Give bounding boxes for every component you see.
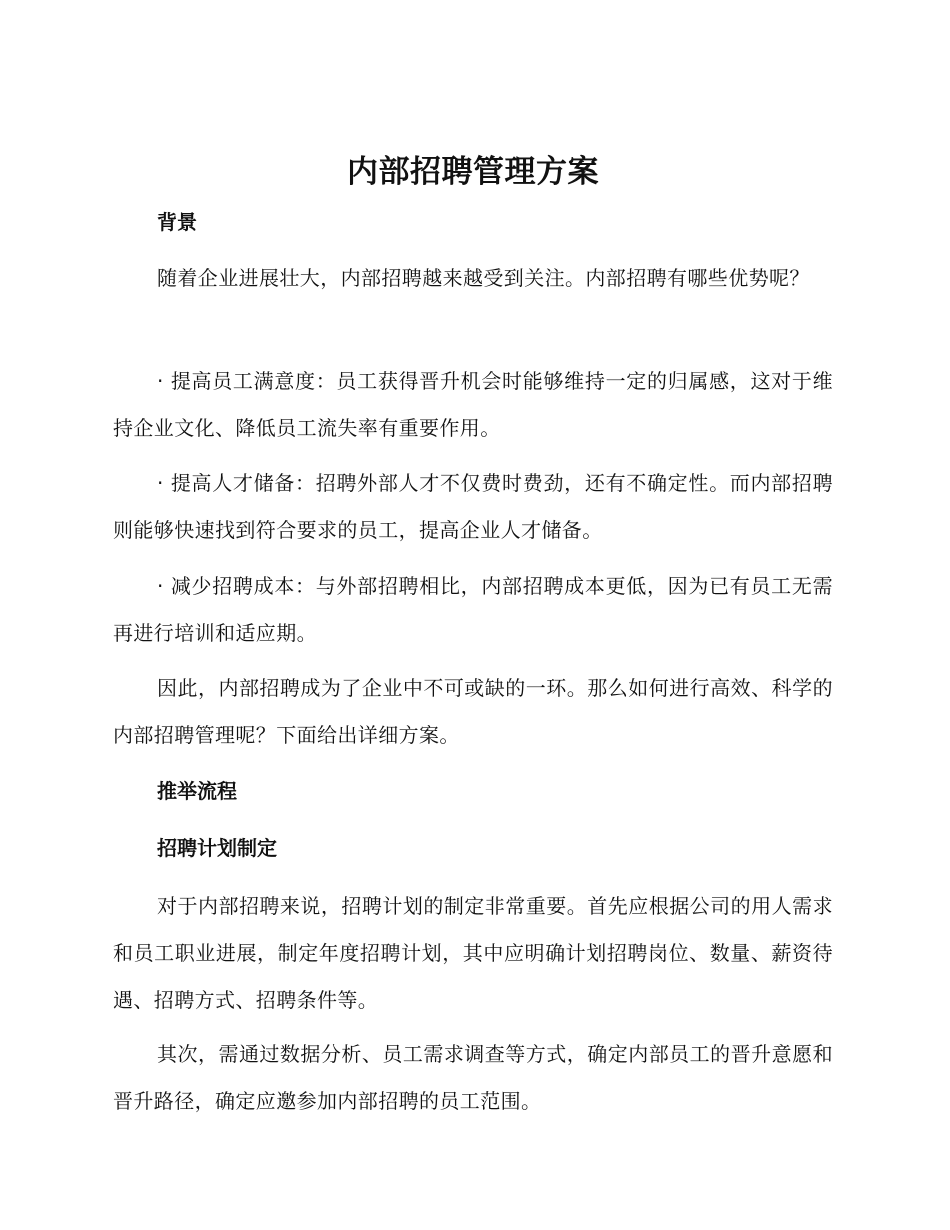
document-title: 内部招聘管理方案: [347, 154, 599, 190]
paragraph-conclusion: 因此，内部招聘成为了企业中不可或缺的一环。那么如何进行高效、科学的内部招聘管理呢？下面给出详细方案。: [113, 676, 833, 747]
paragraph-bullet-talent-reserve: · 提高人才储备：招聘外部人才不仅费时费劲，还有不确定性。而内部招聘则能够快速找到符合要求的员工，提高企业人才储备。: [113, 471, 833, 542]
paragraph-bullet-cost: · 减少招聘成本：与外部招聘相比，内部招聘成本更低，因为已有员工无需再进行培训和适应期。: [113, 574, 833, 645]
section-heading-background: 背景: [157, 210, 197, 234]
paragraph-bullet-satisfaction: · 提高员工满意度：员工获得晋升机会时能够维持一定的归属感，这对于维持企业文化、降低员工流失率有重要作用。: [113, 369, 833, 440]
paragraph-plan-2: 其次，需通过数据分析、员工需求调查等方式，确定内部员工的晋升意愿和晋升路径，确定应邀参加内部招聘的员工范围。: [113, 1042, 833, 1113]
section-heading-plan: 招聘计划制定: [157, 836, 277, 860]
section-heading-process: 推举流程: [157, 779, 237, 803]
paragraph-plan-1: 对于内部招聘来说，招聘计划的制定非常重要。首先应根据公司的用人需求和员工职业进展，制定年度招聘计划，其中应明确计划招聘岗位、数量、薪资待遇、招聘方式、招聘条件等。: [113, 894, 833, 1012]
paragraph-intro: 随着企业进展壮大，内部招聘越来越受到关注。内部招聘有哪些优势呢？: [157, 266, 810, 290]
